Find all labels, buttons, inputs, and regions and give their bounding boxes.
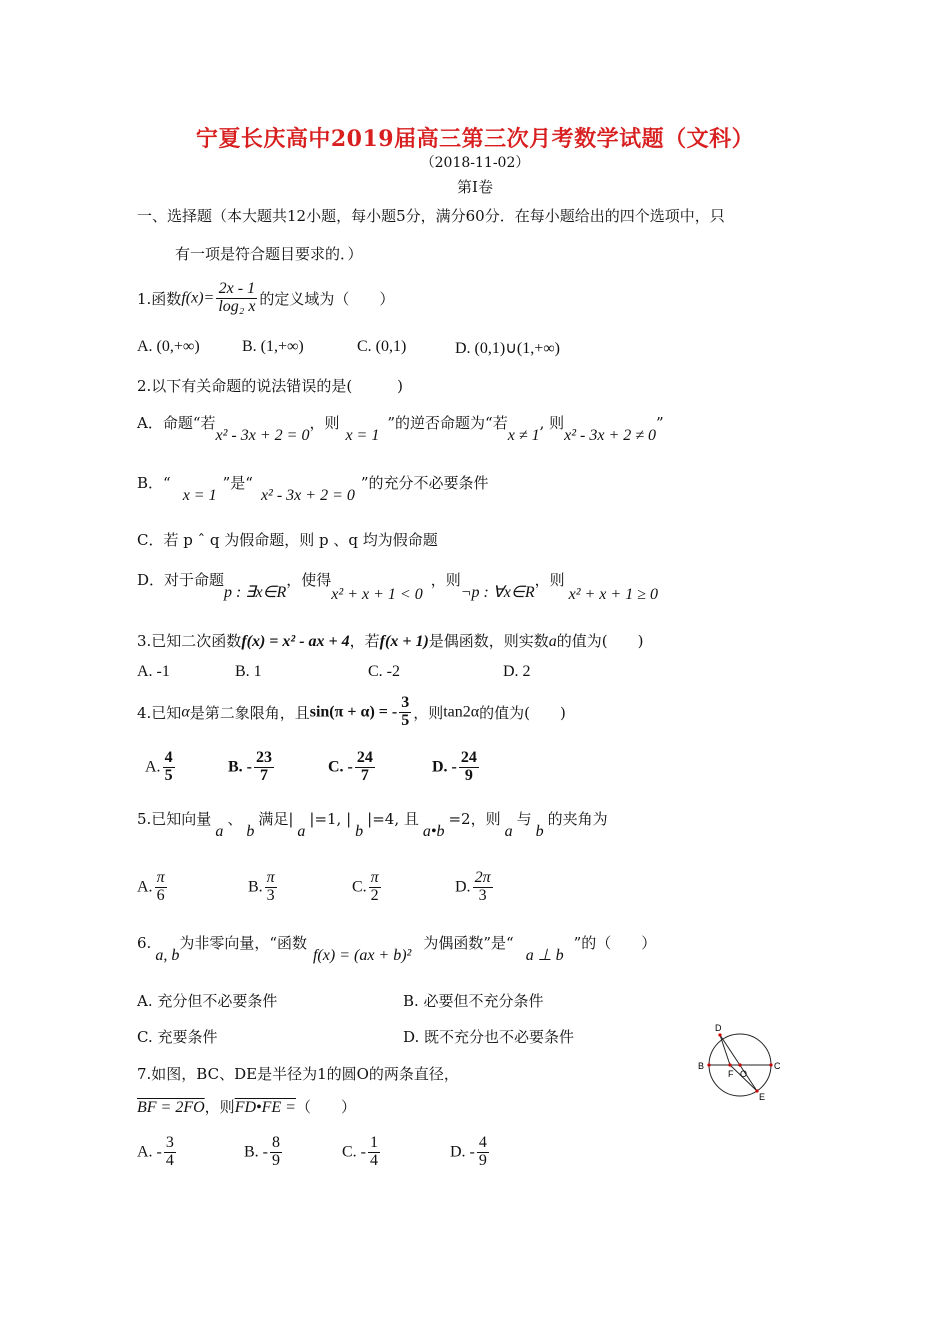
q1-option-a[interactable]: A. (0,+∞)	[137, 338, 200, 355]
q1-fraction	[216, 281, 257, 316]
q2a-text-2: ，则	[309, 414, 340, 432]
q5c-label: C.	[352, 878, 367, 896]
q2b-text-1: B．“	[137, 474, 171, 492]
q5c-num: π	[370, 869, 379, 886]
q2d-text-3: ，则	[430, 571, 461, 589]
q5-dot-product: a•b	[422, 823, 445, 840]
q7a-frac	[164, 1135, 176, 1170]
q7d-frac	[477, 1135, 489, 1170]
q5-text-5: |=4, 且	[367, 810, 419, 828]
point-f	[728, 1063, 731, 1066]
q7-option-a[interactable]	[137, 1135, 178, 1170]
q2a-text-4: , 则	[539, 414, 565, 432]
diameter-de	[720, 1035, 757, 1091]
q6-text-2: 为偶函数”是“	[423, 934, 514, 952]
q4-math-1: α	[181, 703, 190, 721]
q3-option-c[interactable]: C. -2	[368, 663, 400, 680]
q5d-label: D.	[455, 878, 471, 896]
q4-text-3: ，则	[413, 703, 444, 722]
q7a-den: 4	[165, 1151, 174, 1169]
q7b-num: 8	[272, 1134, 280, 1151]
q4d-label: D. -	[432, 758, 457, 776]
q3-text-4: 的值为( )	[556, 632, 644, 650]
q2d-math-4: x² + x + 1 ≥ 0	[568, 586, 658, 603]
q4a-frac	[163, 750, 175, 785]
q7c-den: 4	[370, 1151, 378, 1169]
question-4	[137, 695, 566, 730]
q5b-frac	[265, 870, 277, 905]
q7-text-2: （ ）	[295, 1098, 356, 1116]
q4c-frac	[355, 750, 375, 785]
question-6	[137, 932, 657, 964]
q5a-frac	[155, 870, 167, 905]
q6-text-3: ”的（ ）	[573, 934, 657, 952]
q5-text-1: 5.已知向量	[137, 810, 212, 828]
q5c-den: 2	[370, 886, 379, 904]
label-f: F	[728, 1069, 734, 1079]
q4-option-d[interactable]	[432, 750, 481, 785]
q7c-num: 1	[370, 1134, 378, 1151]
q6-math-0: a, b	[155, 947, 180, 964]
label-c: C	[774, 1061, 781, 1071]
q2a-math-1: x² - 3x + 2 = 0	[215, 427, 310, 444]
q5-text-7: 与	[516, 810, 532, 828]
q7d-den: 9	[478, 1151, 487, 1169]
q1-option-c[interactable]: C. (0,1)	[357, 338, 407, 355]
q7b-den: 9	[272, 1151, 280, 1169]
q4-fraction	[399, 695, 411, 730]
q3-text-3: 是偶函数，则实数	[428, 632, 549, 650]
point-d	[718, 1033, 721, 1036]
q5-vec-b-2: b	[355, 823, 364, 840]
q3-math-3: a	[548, 633, 557, 650]
q2a-text-1: A．命题“若	[137, 414, 216, 432]
q7a-num: 3	[165, 1134, 174, 1151]
q5-text-6: =2，则	[448, 810, 501, 828]
q2-option-a[interactable]	[137, 412, 664, 444]
q4d-frac	[459, 750, 479, 785]
q3-math-1: f(x) = x² - ax + 4	[241, 633, 350, 650]
q7d-num: 4	[478, 1134, 487, 1151]
q2a-text-3: ”的逆否命题为“若	[387, 414, 508, 432]
q4-option-a[interactable]	[145, 750, 177, 785]
q6-text-1: 为非零向量，“函数	[179, 934, 307, 952]
q2d-math-2: x² + x + 1 < 0	[331, 586, 423, 603]
q1-suffix: 的定义域为（ ）	[259, 289, 395, 308]
segment-fd	[720, 1035, 730, 1065]
q7c-label: C. -	[342, 1143, 366, 1161]
q5-text-4: |=1, |	[309, 810, 352, 828]
q4-option-b[interactable]	[228, 750, 276, 785]
q2b-text-3: ”的充分不必要条件	[360, 474, 489, 492]
q5a-den: 6	[156, 886, 165, 904]
q6-option-b[interactable]: B. 必要但不充分条件	[403, 992, 544, 1010]
exam-title: 宁夏长庆高中2019届高三第三次月考数学试题（文科）	[195, 126, 755, 152]
q7-option-c[interactable]	[342, 1135, 382, 1170]
q5-vec-a: a	[215, 823, 224, 840]
section-instruction-1: 一、选择题（本大题共12小题，每小题5分，满分60分．在每小题给出的四个选项中，只	[137, 207, 725, 225]
q4c-den: 7	[360, 766, 369, 784]
question-2: 2.以下有关命题的说法错误的是( )	[137, 377, 404, 395]
q5-option-c[interactable]	[352, 870, 383, 905]
q5-text-8: 的夹角为	[547, 810, 608, 828]
circle-diagram	[694, 1018, 794, 1100]
q5-option-b[interactable]	[248, 870, 279, 905]
q5-option-a[interactable]	[137, 870, 169, 905]
q4c-num: 24	[356, 749, 373, 766]
question-1	[137, 281, 394, 316]
q4a-num: 4	[164, 749, 173, 766]
q4-math-3: tan2α	[443, 703, 480, 721]
section-instruction-2: 有一项是符合题目要求的．）	[175, 245, 363, 263]
q2-option-d[interactable]	[137, 569, 658, 603]
point-c	[769, 1063, 772, 1066]
q6-option-a[interactable]: A. 充分但不必要条件	[137, 992, 278, 1010]
q7d-label: D. -	[450, 1143, 475, 1161]
q4c-label: C. -	[328, 758, 353, 776]
q4-text-1: 4.已知	[137, 703, 182, 722]
q6-option-d[interactable]: D. 既不充分也不必要条件	[403, 1028, 575, 1046]
q2d-math-3: ¬p : ∀x∈R	[460, 584, 535, 601]
q4-fnum: 3	[401, 694, 410, 711]
q2d-text-1: D．对于命题	[137, 571, 225, 589]
q5c-frac	[369, 870, 381, 905]
question-5	[137, 808, 608, 840]
q2b-math-1: x = 1	[182, 487, 217, 504]
label-b: B	[698, 1061, 705, 1071]
q5-text-3: 满足|	[258, 810, 294, 828]
q4a-den: 5	[164, 766, 173, 784]
q4a-label: A.	[145, 758, 161, 776]
q3-option-b[interactable]: B. 1	[235, 663, 262, 680]
point-b	[707, 1063, 710, 1066]
q1-option-b[interactable]: B. (1,+∞)	[242, 338, 304, 355]
q7-math-2: FD•FE =	[234, 1099, 296, 1116]
q5-option-d[interactable]	[455, 870, 495, 905]
q1-func: f(x)=	[181, 289, 215, 307]
q5-vec-a-3: a	[504, 823, 513, 840]
q1-prefix: 1.函数	[137, 289, 182, 308]
label-o: O	[740, 1069, 748, 1079]
point-o	[738, 1063, 741, 1066]
q7-option-b[interactable]	[244, 1135, 284, 1170]
q5d-num: 2π	[474, 869, 491, 886]
q2b-text-2: ”是“	[222, 474, 253, 492]
q5b-num: π	[266, 869, 275, 886]
q4-option-c[interactable]	[328, 750, 377, 785]
q1-den: log₂ x	[218, 297, 256, 315]
q6-math-1: f(x) = (ax + b)²	[312, 947, 412, 964]
q4d-den: 9	[464, 766, 473, 784]
q2a-math-2: x = 1	[345, 427, 380, 444]
q5b-label: B.	[248, 878, 263, 896]
label-e: E	[759, 1092, 766, 1100]
volume-label: 第Ⅰ卷	[457, 178, 493, 196]
q4b-frac	[254, 750, 274, 785]
q7b-frac	[270, 1135, 282, 1170]
q1-option-d[interactable]: D. (0,1)∪(1,+∞)	[455, 340, 561, 357]
exam-date: （2018-11-02）	[420, 155, 530, 171]
label-d: D	[715, 1023, 722, 1033]
q2d-text-4: ，则	[534, 571, 565, 589]
q7a-label: A. -	[137, 1143, 162, 1161]
q2a-math-4: x² - 3x + 2 ≠ 0	[564, 427, 657, 444]
q5-text-2: 、	[227, 810, 243, 828]
q2-option-c[interactable]: C．若 p ˆ q 为假命题，则 p 、q 均为假命题	[137, 531, 438, 549]
q4b-label: B. -	[228, 758, 252, 776]
q4b-den: 7	[260, 766, 268, 784]
q5-vec-a-2: a	[297, 823, 306, 840]
q3-text-2: ，若	[349, 632, 380, 650]
q2a-math-3: x ≠ 1	[507, 427, 540, 444]
question-3	[137, 630, 644, 651]
q4d-num: 24	[460, 749, 477, 766]
q7-math-1: BF = 2FO	[137, 1099, 205, 1116]
q7b-label: B. -	[244, 1143, 268, 1161]
q6-num: 6.	[137, 934, 152, 952]
q5d-den: 3	[478, 886, 487, 904]
q7-option-d[interactable]	[450, 1135, 491, 1170]
q3-option-d[interactable]: D. 2	[503, 663, 531, 680]
q7-text-1: ，则	[204, 1098, 235, 1116]
q2b-math-2: x² - 3x + 2 = 0	[260, 487, 355, 504]
q6-option-c[interactable]: C. 充要条件	[137, 1028, 218, 1046]
q3-text-1: 3.已知二次函数	[137, 632, 242, 650]
q7c-frac	[368, 1135, 380, 1170]
q3-math-2: f(x + 1)	[379, 633, 429, 650]
question-7: 7.如图，BC、DE是半径为1的圆O的两条直径，	[137, 1065, 459, 1083]
q5-vec-b: b	[246, 823, 255, 840]
q2d-text-2: ，使得	[286, 571, 332, 589]
q5a-num: π	[156, 869, 165, 886]
q3-option-a[interactable]: A. -1	[137, 663, 170, 680]
q5-vec-b-3: b	[535, 823, 544, 840]
q2-option-b[interactable]	[137, 472, 489, 504]
q5a-label: A.	[137, 878, 153, 896]
q7-condition	[137, 1096, 356, 1117]
q2d-math-1: p : ∃x∈R	[224, 584, 287, 601]
q4-fden: 5	[401, 711, 410, 729]
q5b-den: 3	[266, 886, 275, 904]
q4-math-2: sin(π + α) = -	[309, 703, 398, 721]
q4-text-4: 的值为( )	[479, 703, 566, 722]
q1-num: 2x - 1	[216, 281, 257, 299]
q5d-frac	[473, 870, 493, 905]
q4-text-2: 是第二象限角，且	[189, 703, 310, 722]
q6-math-2: a ⊥ b	[525, 947, 564, 964]
q4b-num: 23	[256, 749, 272, 766]
q2a-text-5: ”	[656, 414, 664, 432]
